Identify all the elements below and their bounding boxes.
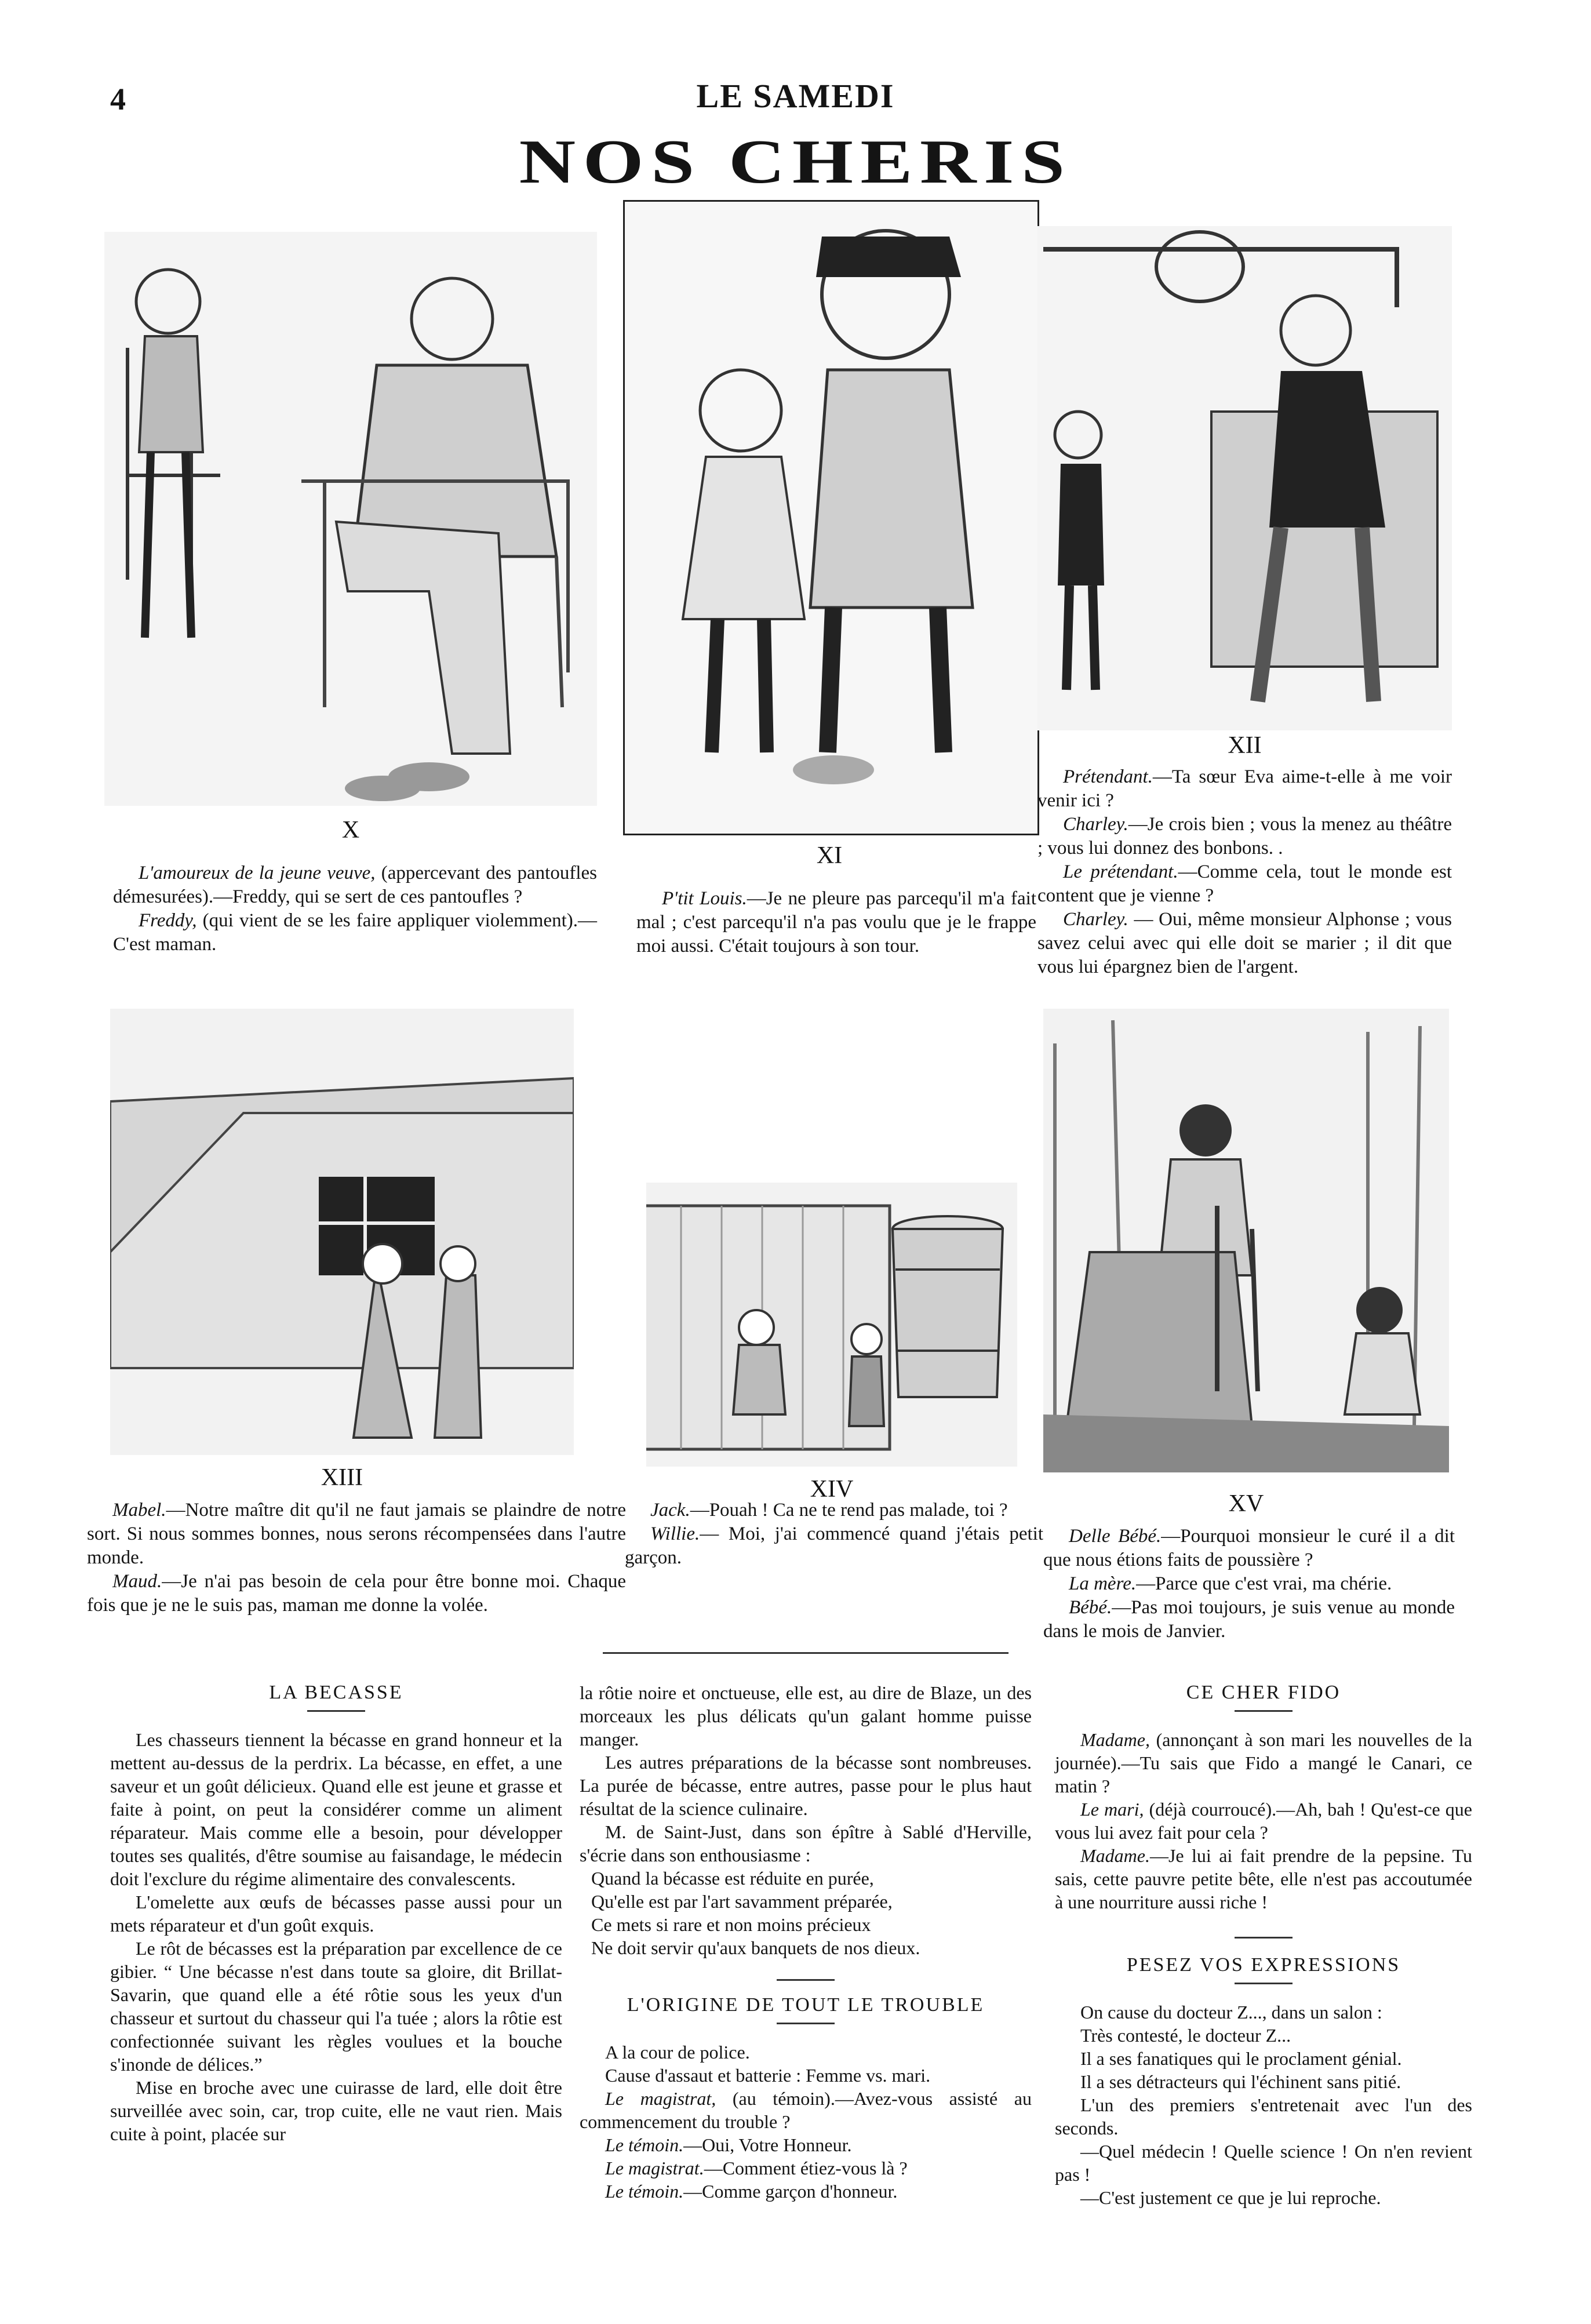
dialogue-line [580,2041,1032,2064]
caption-text: —Comme cela, tout le monde est content que je vienne ? [1037,861,1452,906]
masthead: LE SAMEDI [696,77,895,115]
caption-line [1037,860,1452,908]
line-text: (déjà courroucé).—Ah, bah ! Qu'est-ce que vous lui avez fait pour cela ? [1055,1799,1473,1843]
illustration-x [104,232,597,806]
section-rule [777,1979,835,1981]
caption-speaker: Willie. [650,1523,700,1544]
line-text: —Oui, Votre Honneur. [683,2134,852,2155]
illustration-xii [1037,226,1452,730]
dialogue-line [1055,1844,1472,1914]
page-title-text: NOS CHERIS [519,128,1072,197]
caption-speaker: Bébé. [1069,1597,1112,1618]
caption-speaker: Delle Bébé. [1069,1526,1162,1547]
caption-text: —Je ne pleure pas parcequ'il m'a fait mal ; c'est parcequ'il n'a pas voulu que je le frappe moi aussi. C'était toujours à son tour. [636,888,1036,956]
illustration-xv-numeral: XV [1228,1490,1264,1517]
illustration-xi-drawing [625,202,1037,834]
heading-rule [777,2023,835,2024]
line-text: —Comme garçon d'honneur. [683,2181,898,2202]
illustration-xv [1043,1009,1449,1472]
caption-speaker: Prétendant. [1063,766,1153,787]
illustration-xiv-drawing [646,1183,1017,1467]
line-text: (annonçant à son mari les nouvelles de la journée).—Tu sais que Fido a mangé le Canari, ce matin ? [1055,1729,1472,1796]
illustration-xiii-caption [87,1499,626,1617]
illustration-xiv-caption [625,1499,1043,1570]
illustration-xv-caption [1043,1525,1455,1643]
paragraph: Il a ses détracteurs qui l'échinent sans pitié. [1080,2071,1401,2092]
line-text: Cause d'assaut et batterie : Femme vs. mari. [605,2065,931,2086]
paragraph: —Quel médecin ! Quelle science ! On n'en revient pas ! [1055,2141,1472,2185]
line-text: A la cour de police. [605,2042,750,2063]
paragraph: L'un des premiers s'entretenait avec l'un des seconds. [1055,2094,1472,2138]
paragraph: On cause du docteur Z..., dans un salon : [1080,2002,1382,2023]
caption-line [625,1522,1043,1570]
illustration-xii-drawing [1037,226,1452,730]
paragraph: Le rôt de bécasses est la préparation par excellence de ce gibier. “ Une bécasse n'est dans toute sa gloire, dit Brillat-Savarin, que quand elle a été rôtie sous les yeux d'un chasseur et surtout du chasseur qui l'a tuée ; alors la rôtie est confectionnée suivant les règles voulues et la bouche s'inonde de délices.” [110,1938,562,2075]
dialogue-line [580,2133,1032,2156]
caption-speaker: Le prétendant. [1063,861,1178,882]
article-column-2 [580,1681,1032,2203]
caption-line [1043,1596,1455,1643]
caption-line [1043,1525,1455,1572]
paragraph: Très contesté, le docteur Z... [1080,2025,1291,2046]
verse-line: Ce mets si rare et non moins précieux [591,1914,871,1935]
caption-line [1037,765,1452,813]
dialogue-line [580,2087,1032,2133]
caption-text: —Pouah ! Ca ne te rend pas malade, toi ? [690,1500,1008,1521]
caption-speaker: Jack. [650,1500,690,1521]
caption-speaker: Charley. [1063,909,1128,930]
caption-line [625,1499,1043,1522]
caption-line [113,909,597,956]
page-number: 4 [110,82,126,117]
article-heading: PESEZ VOS EXPRESSIONS [1126,1954,1401,1976]
caption-line [636,887,1036,958]
illustration-xv-drawing [1043,1009,1449,1472]
caption-line [1037,908,1452,979]
caption-speaker: Freddy, [139,910,197,931]
caption-speaker: La mère. [1069,1573,1137,1594]
caption-text: —Je n'ai pas besoin de cela pour être bonne moi. Chaque fois que je ne le suis pas, maman me donne la volée. [87,1571,626,1616]
section-divider [603,1652,1009,1654]
caption-text: (qui vient de se les faire appliquer violemment).—C'est maman. [113,910,597,955]
verse-line: Ne doit servir qu'aux banquets de nos dieux. [591,1937,920,1958]
illustration-xiv-numeral: XIV [810,1476,854,1503]
illustration-xiii-numeral: XIII [321,1464,363,1491]
article-becasse-col1 [110,1681,562,2145]
illustration-xiii-drawing [110,1009,574,1455]
dialogue-line [1055,1728,1472,1798]
caption-line [87,1570,626,1617]
illustration-x-caption [113,861,597,956]
paragraph: Il a ses fanatiques qui le proclament génial. [1080,2048,1402,2069]
speaker: Le magistrat. [605,2158,704,2178]
caption-speaker: P'tit Louis. [662,888,747,909]
illustration-xii-numeral: XII [1228,732,1262,759]
paragraph: la rôtie noire et onctueuse, elle est, au dire de Blaze, un des morceaux les plus délicats qu'un galant homme puisse manger. [580,1682,1032,1750]
illustration-xiii [110,1009,574,1455]
speaker: Le témoin. [605,2134,684,2155]
article-heading: CE CHER FIDO [1186,1682,1341,1703]
caption-speaker: Charley. [1063,814,1128,835]
speaker: Le témoin. [605,2181,684,2202]
caption-text: (appercevant des pantoufles démesurées).—Freddy, qui se sert de ces pantoufles ? [113,863,597,907]
caption-speaker: Maud. [112,1571,162,1592]
caption-speaker: L'amoureux de la jeune veuve, [139,863,376,883]
article-heading: LA BECASSE [269,1682,403,1703]
verse-line: Quand la bécasse est réduite en purée, [591,1868,874,1889]
paragraph: Les chasseurs tiennent la bécasse en grand honneur et la mettent au-dessus de la perdrix. La bécasse, en effet, a une saveur et un goût délicieux. Quand elle est jeune et grasse et faite à point, on peut la considérer comme un aliment réparateur. Mais comme elle a besoin, pour développer toutes ses qualités, d'être soumise au faisandage, le médecin doit l'exclure du régime alimentaire des convalescents. [110,1729,562,1889]
caption-text: —Pas moi toujours, je suis venue au monde dans le mois de Janvier. [1043,1597,1455,1642]
line-text: —Je lui ai fait prendre de la pepsine. Tu sais, cette pauvre petite bête, elle n'est pas accoutumée à une nourriture aussi riche ! [1055,1845,1472,1912]
illustration-x-numeral: X [341,817,360,843]
caption-text: —Notre maître dit qu'il ne faut jamais se plaindre de notre sort. Si nous sommes bonnes, nous serons récompensées dans l'autre monde. [87,1500,626,1568]
article-heading: L'ORIGINE DE TOUT LE TROUBLE [627,1994,985,2016]
dialogue-line [580,2064,1032,2087]
caption-text: —Ta sœur Eva aime-t-elle à me voir venir ici ? [1037,766,1452,811]
paragraph: M. de Saint-Just, dans son épître à Sablé d'Herville, s'écrie dans son enthousiasme : [580,1821,1032,1865]
illustration-xiv [646,1183,1017,1467]
caption-line [87,1499,626,1570]
caption-speaker: Mabel. [112,1500,166,1521]
caption-line [1037,813,1452,860]
paragraph: Mise en broche avec une cuirasse de lard, elle doit être surveillée avec soin, car, trop cuite, elle ne vaut rien. Mais cuite à point, placée sur [110,2077,562,2144]
paragraph: —C'est justement ce que je lui reproche. [1080,2187,1381,2208]
dialogue-line [580,2180,1032,2203]
caption-text: — Moi, j'ai commencé quand j'étais petit garçon. [625,1523,1043,1568]
heading-rule [1235,1710,1293,1712]
caption-text: —Pourquoi monsieur le curé il a dit que nous étions faits de poussière ? [1043,1526,1455,1570]
illustration-xi [623,200,1039,835]
article-column-3 [1055,1681,1472,2209]
line-text: —Comment étiez-vous là ? [704,2158,908,2178]
paragraph: L'omelette aux œufs de bécasses passe aussi pour un mets réparateur et d'un goût exquis. [110,1892,562,1936]
speaker: Le mari, [1080,1799,1144,1820]
heading-rule [307,1710,365,1712]
caption-text: —Je crois bien ; vous la menez au théâtre ; vous lui donnez des bonbons. . [1037,814,1452,859]
caption-text: —Parce que c'est vrai, ma chérie. [1136,1573,1392,1594]
dialogue-line [580,2156,1032,2180]
caption-text: — Oui, même monsieur Alphonse ; vous savez celui avec qui elle doit se marier ; il dit que vous lui épargnez bien de l'argent. [1037,909,1452,977]
dialogue-line [1055,1798,1472,1844]
illustration-xii-caption [1037,765,1452,979]
verse-line: Qu'elle est par l'art savamment préparée, [591,1891,893,1912]
page-title [0,126,1591,198]
illustration-xi-numeral: XI [816,842,843,869]
line-text: (au témoin).—Avez-vous assisté au commencement du trouble ? [580,2088,1032,2132]
illustration-x-drawing [104,232,597,806]
heading-rule [1235,1983,1293,1984]
paragraph: Les autres préparations de la bécasse sont nombreuses. La purée de bécasse, entre autres, passe pour le plus haut résultat de la science culinaire. [580,1752,1032,1819]
caption-line [1043,1572,1455,1596]
speaker: Madame, [1080,1729,1150,1750]
illustration-xi-caption [636,887,1036,958]
speaker: Madame. [1080,1845,1150,1866]
speaker: Le magistrat, [605,2088,716,2109]
caption-line [113,861,597,909]
section-rule [1235,1937,1293,1939]
